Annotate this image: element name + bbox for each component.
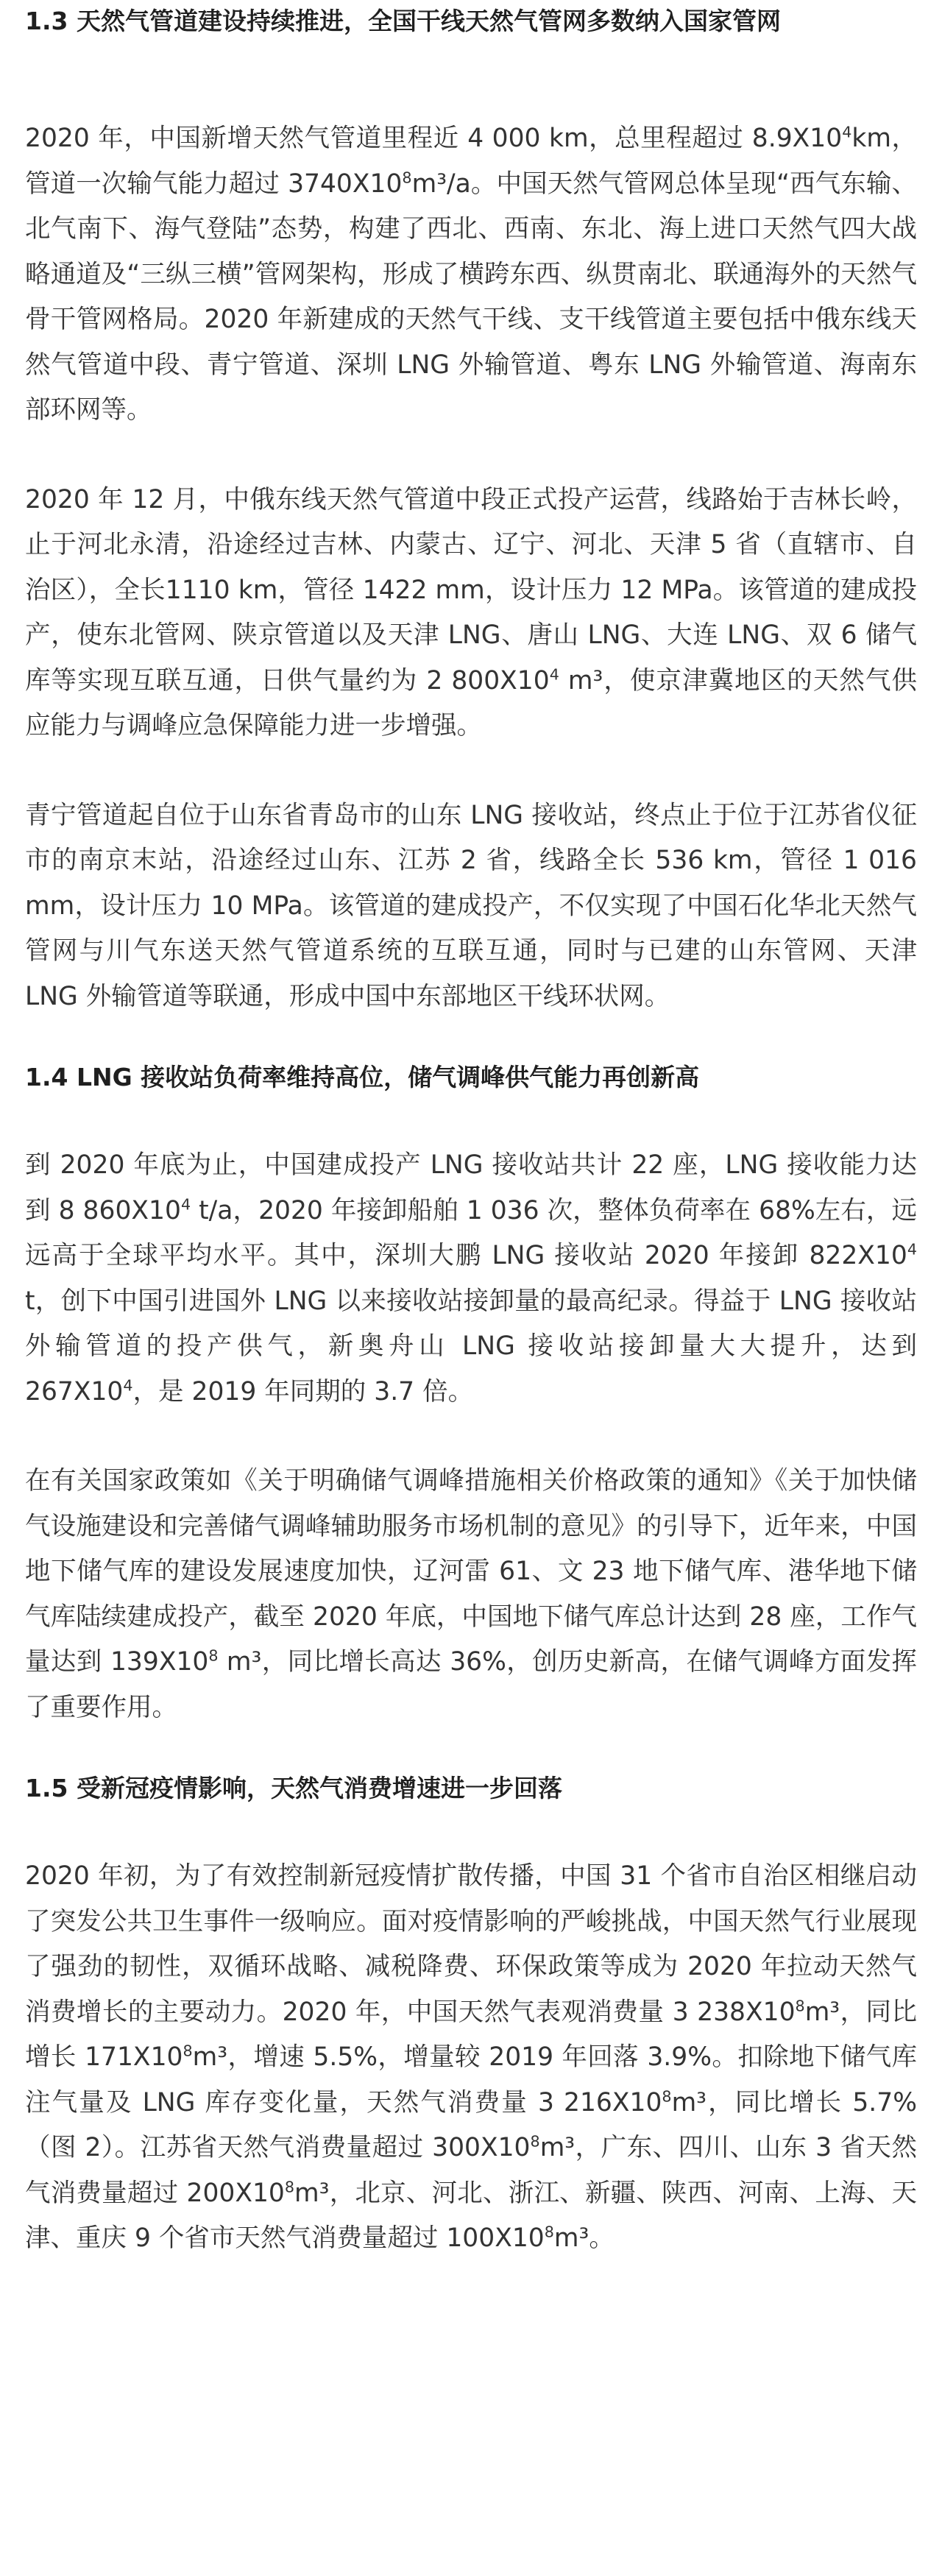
paragraph-1-4-2 (25, 1459, 917, 1730)
superscript-exponent: 4 (180, 1195, 191, 1213)
text-run: 在有关国家政策如《关于明确储气调峰措施相关价格政策的通知》《关于加快储气设施建设和完善储气调峰辅助服务市场机制的意见》的引导下，近年来，中国地下储气库的建设发展速度加快，辽河雷 61、文 23 地下储气库、港华地下储气库陆续建成投产，截至 2020 年底，中国地下储气库总计达到 28 座，工作气量达到 139X10 (25, 1466, 917, 1677)
superscript-exponent: 8 (662, 2087, 672, 2105)
section-heading-1-4: 1.4 LNG 接收站负荷率维持高位，储气调峰供气能力再创新高 (25, 1063, 700, 1091)
section-heading-1-5: 1.5 受新冠疫情影响，天然气消费增速进一步回落 (25, 1774, 562, 1802)
text-run: 青宁管道起自位于山东省青岛市的山东 LNG 接收站，终点止于位于江苏省仪征市的南京末站，沿途经过山东、江苏 2 省，线路全长 536 km，管径 1 016 mm，设计压力 10 MPa。该管道的建成投产，不仅实现了中国石化华北天然气管网与川气东送天然气管道系统的互联互通，同时与已建的山东管网、天津 LNG 外输管道等联通，形成中国中东部地区干线环状网。 (25, 800, 917, 1011)
text-run: ，是 2019 年同期的 3.7 倍。 (132, 1376, 474, 1406)
superscript-exponent: 8 (208, 1646, 219, 1665)
text-run: m³，同比增长 171X10 (25, 1997, 918, 2072)
text-run: t，创下中国引进国外 LNG 以来接收站接卸量的最高纪录。得益于 LNG 接收站外输管道的投产供气，新奥舟山 LNG 接收站接卸量大大提升，达到 267X10 (25, 1286, 917, 1406)
paragraph-1-4-1 (25, 1143, 917, 1415)
paragraph-1-3-1 (25, 116, 917, 434)
superscript-exponent: 4 (549, 665, 559, 683)
superscript-exponent: 8 (544, 2223, 554, 2241)
text-run: 2020 年 12 月，中俄东线天然气管道中段正式投产运营，线路始于吉林长岭，止于河北永清，沿途经过吉林、内蒙古、辽宁、河北、天津 5 省（直辖市、自治区），全长1110 km，管径 1422 mm，设计压力 12 MPa。该管道的建成投产，使东北管网、陕京管道以及天津 LNG、唐山 LNG、大连 LNG、双 6 储气库等实现互联互通，日供气量约为 2 800X10 (25, 484, 917, 696)
text-run: m³，同比增长 5.7%（图 2）。江苏省天然气消费量超过 300X10 (25, 2087, 917, 2162)
paragraph-1-3-3 (25, 793, 917, 1020)
text-run: m³，增速 5.5%，增量较 2019 年回落 3.9%。扣除地下储气库注气量及 LNG 库存变化量，天然气消费量 3 216X10 (25, 2042, 917, 2117)
text-run: 2020 年初，为了有效控制新冠疫情扩散传播，中国 31 个省市自治区相继启动了突发公共卫生事件一级响应。面对疫情影响的严峻挑战，中国天然气行业展现了强劲的韧性，双循环战略、减税降费、环保政策等成为 2020 年拉动天然气消费增长的主要动力。2020 年，中国天然气表观消费量 3 238X10 (25, 1861, 917, 2027)
superscript-exponent: 8 (183, 2042, 193, 2060)
text-run: m³/a。中国天然气管网总体呈现“西气东输、北气南下、海气登陆”态势，构建了西北、西南、东北、海上进口天然气四大战略通道及“三纵三横”管网架构，形成了横跨东西、纵贯南北、联通海外的天然气骨干管网格局。2020 年新建成的天然气干线、支干线管道主要包括中俄东线天然气管道中段、青宁管道、深圳 LNG 外输管道、粤东 LNG 外输管道、海南东部环网等。 (25, 169, 917, 425)
text-run: m³，使京津冀地区的天然气供应能力与调峰应急保障能力进一步增强。 (25, 665, 918, 740)
superscript-exponent: 4 (907, 1240, 917, 1259)
superscript-exponent: 8 (530, 2132, 540, 2151)
paragraph-1-5-1 (25, 1854, 917, 2262)
superscript-exponent: 8 (284, 2178, 295, 2195)
text-run: 到 2020 年底为止，中国建成投产 LNG 接收站共计 22 座，LNG 接收能力达到 8 860X10 (25, 1150, 917, 1225)
superscript-exponent: 8 (402, 169, 412, 186)
text-run: m³。 (553, 2223, 615, 2253)
superscript-exponent: 4 (842, 123, 852, 141)
text-run: t/a，2020 年接卸船舶 1 036 次，整体负荷率在 68%左右，远远高于全球平均水平。其中，深圳大鹏 LNG 接收站 2020 年接卸 822X10 (25, 1195, 917, 1270)
text-run: m³，北京、河北、浙江、新疆、陕西、河南、上海、天津、重庆 9 个省市天然气消费量超过 100X10 (25, 2178, 917, 2253)
text-run: m³，广东、四川、山东 3 省天然气消费量超过 200X10 (25, 2133, 917, 2208)
paragraph-1-3-2 (25, 478, 917, 749)
superscript-exponent: 4 (123, 1376, 133, 1394)
text-run: m³，同比增长高达 36%，创历史新高，在储气调峰方面发挥了重要作用。 (25, 1647, 917, 1722)
section-heading-1-3: 1.3 天然气管道建设持续推进，全国干线天然气管网多数纳入国家管网 (25, 7, 781, 35)
text-run: km，管道一次输气能力超过 3740X10 (25, 124, 917, 199)
text-run: 2020 年，中国新增天然气管道里程近 4 000 km，总里程超过 8.9X10 (25, 124, 843, 153)
superscript-exponent: 8 (795, 1997, 805, 2014)
